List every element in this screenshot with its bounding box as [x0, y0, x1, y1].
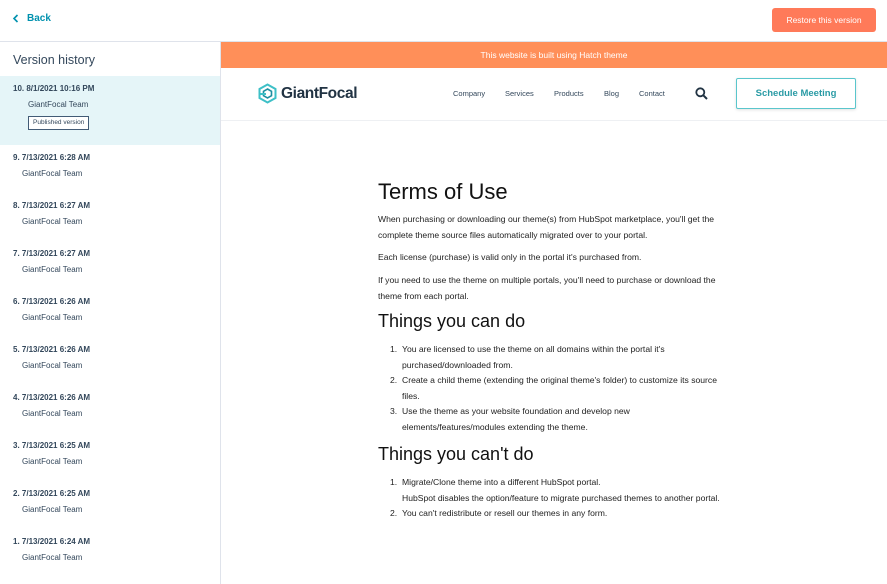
- version-label: 8. 7/13/2021 6:27 AM: [13, 201, 91, 210]
- schedule-meeting-button[interactable]: Schedule Meeting: [736, 78, 856, 109]
- intro-paragraph: Each license (purchase) is valid only in the portal it's purchased from.: [378, 252, 642, 262]
- version-item[interactable]: [0, 241, 220, 289]
- version-history-sidebar: [0, 42, 221, 584]
- nav-contact[interactable]: Contact: [639, 89, 665, 98]
- version-label: 2. 7/13/2021 6:25 AM: [13, 489, 91, 498]
- website-preview: [221, 42, 887, 584]
- version-item[interactable]: [0, 433, 220, 481]
- site-logo[interactable]: [257, 83, 357, 104]
- version-author: GiantFocal Team: [22, 313, 83, 322]
- theme-banner: This website is built using Hatch theme: [221, 42, 887, 68]
- list-item: 1. Migrate/Clone theme into a different HubSpot portal. HubSpot disables the option/feature to migrate purchased themes to another portal.: [390, 475, 730, 506]
- intro-paragraph: When purchasing or downloading our theme(s) from HubSpot marketplace, you'll get the complete theme source files automatically migrated over to your portal.: [378, 214, 715, 240]
- list-item-text: You can't redistribute or resell our themes in any form.: [402, 508, 608, 518]
- chevron-left-icon: [12, 14, 19, 23]
- search-icon[interactable]: [695, 87, 708, 100]
- site-header: [221, 68, 887, 121]
- nav-blog[interactable]: Blog: [604, 89, 620, 98]
- version-author: GiantFocal Team: [22, 457, 83, 466]
- list-item-text: [402, 475, 720, 506]
- nav-company[interactable]: Company: [453, 89, 486, 98]
- sidebar-title: Version history: [13, 53, 95, 67]
- version-item[interactable]: [0, 385, 220, 433]
- list-item: 2. Create a child theme (extending the original theme's folder) to customize its source files.: [390, 373, 730, 404]
- version-label: 6. 7/13/2021 6:26 AM: [13, 297, 91, 306]
- version-item-active[interactable]: [0, 76, 220, 145]
- version-item[interactable]: [0, 337, 220, 385]
- version-label: 1. 7/13/2021 6:24 AM: [13, 537, 91, 546]
- list-item-text: Create a child theme (extending the original theme's folder) to customize its source files.: [402, 375, 717, 401]
- version-author: GiantFocal Team: [22, 217, 83, 226]
- list-item: 2. You can't redistribute or resell our themes in any form.: [390, 506, 730, 522]
- can-list: [390, 342, 730, 435]
- top-bar: [0, 0, 887, 42]
- list-item-text: Use the theme as your website foundation and develop new elements/features/modules extending the theme.: [402, 406, 630, 432]
- intro-paragraph: If you need to use the theme on multiple portals, you'll need to purchase or download the theme from each portal.: [378, 275, 716, 301]
- version-author: GiantFocal Team: [22, 265, 83, 274]
- version-author: GiantFocal Team: [28, 100, 89, 109]
- version-label: 4. 7/13/2021 6:26 AM: [13, 393, 91, 402]
- version-item[interactable]: [0, 145, 220, 193]
- version-item[interactable]: [0, 481, 220, 529]
- version-author: GiantFocal Team: [22, 553, 83, 562]
- version-item[interactable]: [0, 193, 220, 241]
- can-heading: Things you can do: [378, 311, 526, 331]
- list-item-line: Migrate/Clone theme into a different HubSpot portal.: [402, 477, 601, 487]
- list-item-text: You are licensed to use the theme on all domains within the portal it's purchased/downloaded from.: [402, 344, 665, 370]
- version-label: 9. 7/13/2021 6:28 AM: [13, 153, 91, 162]
- list-item: 3. Use the theme as your website foundation and develop new elements/features/modules extending the theme.: [390, 404, 730, 435]
- list-item: 1. You are licensed to use the theme on all domains within the portal it's purchased/downloaded from.: [390, 342, 730, 373]
- published-badge: Published version: [28, 116, 89, 130]
- restore-version-button[interactable]: Restore this version: [772, 8, 876, 32]
- back-label: Back: [27, 13, 51, 24]
- logo-text: GiantFocal: [281, 84, 358, 102]
- version-author: GiantFocal Team: [22, 361, 83, 370]
- version-item[interactable]: [0, 529, 220, 577]
- cant-list: [390, 475, 730, 522]
- version-label: 10. 8/1/2021 10:16 PM: [13, 84, 95, 93]
- version-author: GiantFocal Team: [22, 169, 83, 178]
- list-item-line: HubSpot disables the option/feature to migrate purchased themes to another portal.: [402, 492, 720, 503]
- version-label: 7. 7/13/2021 6:27 AM: [13, 249, 91, 258]
- back-button[interactable]: [12, 13, 51, 24]
- version-author: GiantFocal Team: [22, 409, 83, 418]
- giantfocal-logo-icon: [257, 83, 278, 104]
- nav-services[interactable]: Services: [505, 89, 534, 98]
- version-label: 3. 7/13/2021 6:25 AM: [13, 441, 91, 450]
- cant-heading: Things you can't do: [378, 444, 534, 464]
- version-author: GiantFocal Team: [22, 505, 83, 514]
- version-item[interactable]: [0, 289, 220, 337]
- page-title: Terms of Use: [378, 179, 508, 204]
- version-label: 5. 7/13/2021 6:26 AM: [13, 345, 91, 354]
- nav-products[interactable]: Products: [554, 89, 584, 98]
